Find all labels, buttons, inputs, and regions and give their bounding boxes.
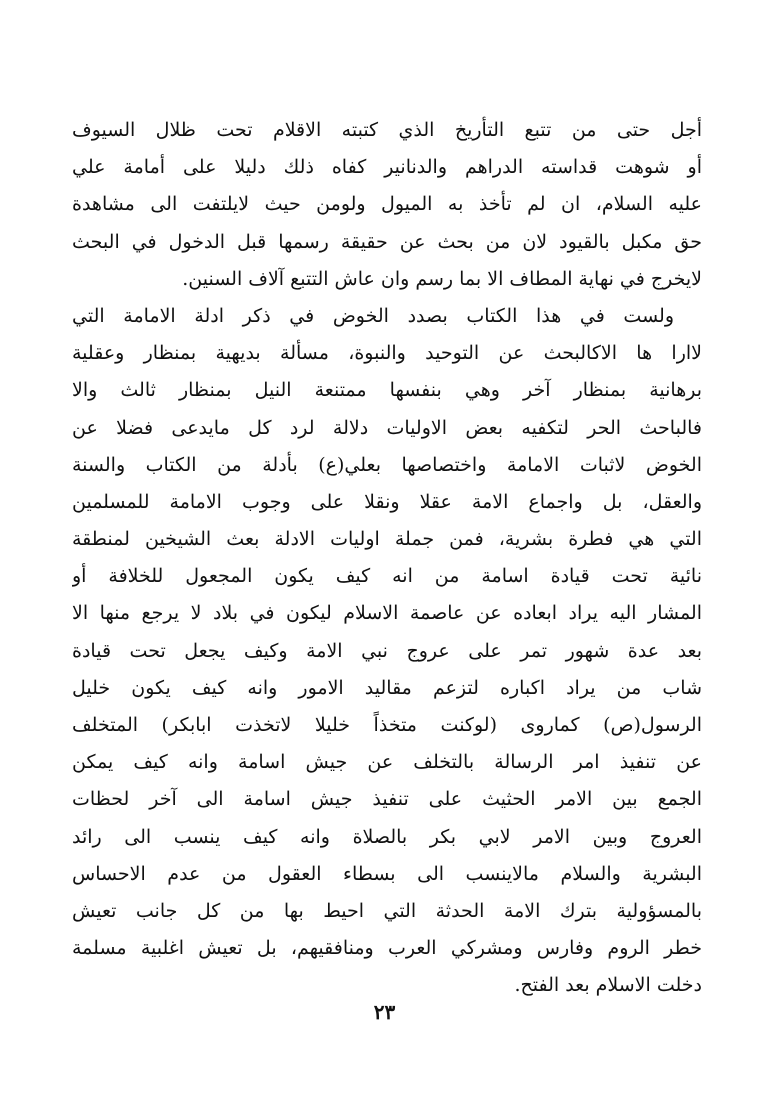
text-line: المشار اليه يراد ابعاده عن عاصمة الاسلام ليكون في بلاد لا يرجع منها الا [72, 602, 702, 625]
text-line: خطر الروم وفارس ومشركي العرب ومنافقيهم، بل تعيش اغلبية مسلمة [72, 937, 702, 960]
text-line: لايخرج في نهاية المطاف الا بما رسم وان عاش التتبع آلاف السنين. [182, 267, 702, 290]
text-line: التي هي فطرة بشرية، فمن جملة اوليات الادلة بعث الشيخين لمنطقة [72, 528, 702, 551]
text-line: شاب من يراد اكباره لتزعم مقاليد الامور وانه كيف يكون خليل [72, 676, 702, 699]
text-line: فالباحث الحر لتكفيه بعض الاوليات دلالة لرد كل مايدعى فضلا عن [72, 416, 702, 439]
text-line: نائية تحت قيادة اسامة من انه كيف يكون المجعول للخلافة أو [72, 565, 702, 588]
text-line: عن تنفيذ امر الرسالة بالتخلف عن جيش اسامة وانه كيف يمكن [72, 751, 702, 774]
text-line: الجمع بين الامر الحثيث على تنفيذ جيش اسامة الى آخر لحظات [72, 788, 702, 811]
text-line: دخلت الاسلام بعد الفتح. [514, 974, 702, 997]
body-text [72, 112, 702, 1005]
text-line: بعد عدة شهور تمر على عروج نبي الامة وكيف يجعل تحت قيادة [72, 639, 702, 662]
text-line: لاارا ها الاكالبحث عن التوحيد والنبوة، مسألة بديهية بمنظار وعقلية [72, 342, 702, 365]
text-line: عليه السلام، ان لم تأخذ به الميول ولومن حيث لايلتفت الى مشاهدة [72, 193, 702, 216]
page-number: ٢٣ [373, 1000, 396, 1024]
text-line: الخوض لاثبات الامامة واختصاصها بعلي(ع) بأدلة من الكتاب والسنة [72, 453, 702, 476]
text-line: أو شوهت قداسته الدراهم والدنانير كفاه ذلك دليلا على أمامة علي [72, 156, 702, 179]
text-line: أجل حتى من تتبع التأريخ الذي كتبته الاقلام تحت ظلال السيوف [72, 119, 702, 141]
text-line: العروج وبين الامر لابي بكر بالصلاة وانه كيف ينسب الى رائد [72, 825, 702, 848]
text-line: الرسول(ص) كماروى (لوكنت متخذاً خليلا لاتخذت ابابكر) المتخلف [72, 714, 702, 736]
text-line: برهانية بمنظار آخر وهي بنفسها ممتنعة النيل بمنظار ثالث والا [72, 379, 702, 402]
text-line: والعقل، بل واجماع الامة عقلا ونقلا على وجوب الامامة للمسلمين [72, 490, 702, 513]
text-line: حق مكبل بالقيود لان من بحث عن حقيقة رسمها قبل الدخول في البحث [72, 230, 702, 253]
text-line: بالمسؤولية بترك الامة الحدثة التي احيط بها من كل جانب تعيش [72, 899, 702, 922]
text-line: البشرية والسلام مالاينسب الى بسطاء العقول من عدم الاحساس [72, 862, 702, 885]
text-line: ولست في هذا الكتاب بصدد الخوض في ذكر ادلة الامامة التي [72, 304, 674, 327]
